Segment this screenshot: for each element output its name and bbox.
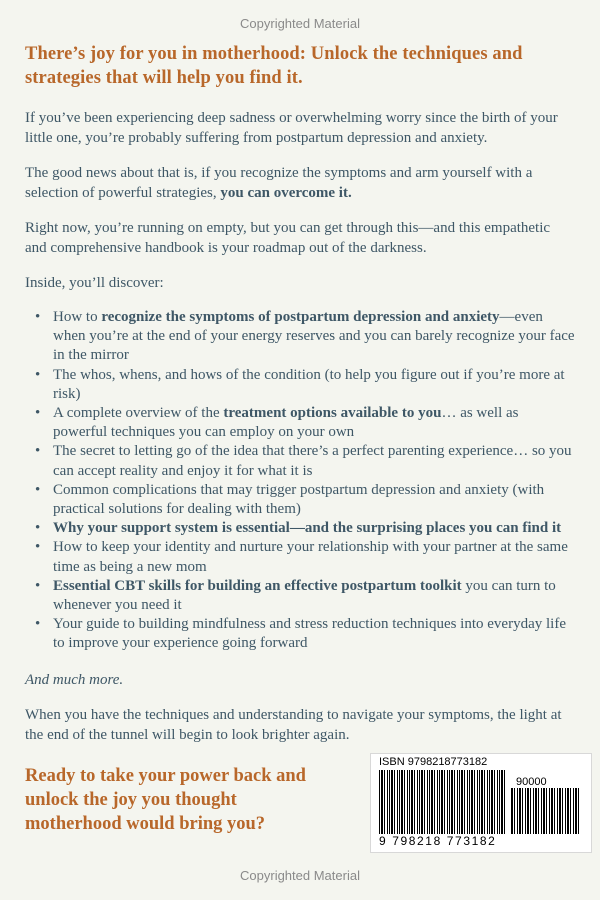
watermark-top: Copyrighted Material xyxy=(240,16,360,31)
price-code: 90000 xyxy=(516,776,547,788)
closing-paragraph: When you have the techniques and understanding to navigate your symptoms, the light at the end of the tunnel will begin to look brighter again. xyxy=(25,706,562,743)
list-item: • Common complications that may trigger postpartum depression and anxiety (with practical solutions for dealing with them) xyxy=(53,481,575,519)
isbn-barcode xyxy=(370,753,592,853)
empty-paragraph: Right now, you’re running on empty, but you can get through this—and this empathetic and comprehensive handbook is your roadmap out of the darkness. xyxy=(25,220,551,256)
headline: There’s joy for you in motherhood: Unlock the techniques and strategies that will help you find it. xyxy=(25,44,523,88)
watermark-bottom: Copyrighted Material xyxy=(240,868,360,883)
list-item: • How to keep your identity and nurture your relationship with your partner at the same time as being a new mom xyxy=(53,538,575,576)
isbn-label: ISBN 9798218773182 xyxy=(379,756,488,768)
and-much-more: And much more. xyxy=(25,671,124,688)
call-to-action: Ready to take your power back and unlock the joy you thought motherhood would bring you? xyxy=(25,766,306,834)
list-item: • Essential CBT skills for building an effective postpartum toolkit you can turn to whenever you need it xyxy=(53,577,575,615)
feature-list xyxy=(25,308,575,654)
list-item: • The whos, whens, and hows of the condition (to help you figure out if you’re more at risk) xyxy=(53,366,575,404)
inside-label: Inside, you’ll discover: xyxy=(25,275,164,291)
barcode-bars-price xyxy=(511,788,579,834)
list-item: • The secret to letting go of the idea that there’s a perfect parenting experience… so you can accept reality and enjoy it for what it is xyxy=(53,442,575,480)
barcode-digits: 9 798218 773182 xyxy=(379,834,497,848)
intro-paragraph: If you’ve been experiencing deep sadness or overwhelming worry since the birth of your little one, you’re probably suffering from postpartum depression and anxiety. xyxy=(25,110,558,146)
list-item: • A complete overview of the treatment options available to you… as well as powerful techniques you can employ on your own xyxy=(53,404,575,442)
list-item: • Your guide to building mindfulness and stress reduction techniques into everyday life to improve your experience going forward xyxy=(53,615,575,653)
barcode-bars-main xyxy=(379,770,507,834)
good-news-paragraph: The good news about that is, if you recognize the symptoms and arm yourself with a selection of powerful strategies, you can overcome it. xyxy=(25,165,533,201)
list-item: • Why your support system is essential—and the surprising places you can find it xyxy=(53,519,575,538)
list-item: • How to recognize the symptoms of postpartum depression and anxiety—even when you’re at the end of your energy reserves and you can barely recognize your face in the mirror xyxy=(53,308,575,366)
back-cover-text xyxy=(25,42,575,760)
